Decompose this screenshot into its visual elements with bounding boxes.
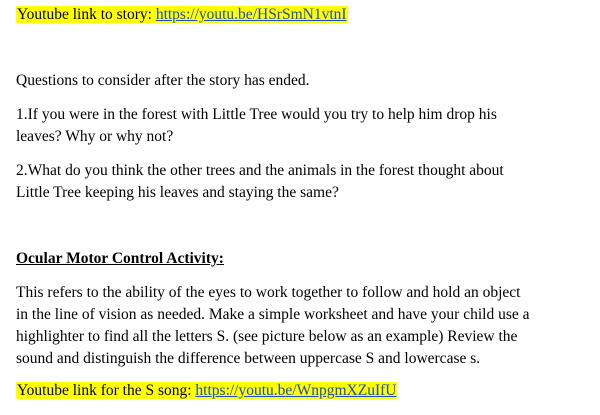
activity-line-4: sound and distinguish the difference between uppercase S and lowercase s. (16, 350, 481, 367)
question-1-line-1: 1.If you were in the forest with Little Tree would you try to help him drop his (16, 106, 497, 123)
song-link[interactable]: https://youtu.be/WnpgmXZuIfU (195, 382, 397, 399)
activity-heading: Ocular Motor Control Activity: (16, 250, 224, 267)
question-2-line-1: 2.What do you think the other trees and the animals in the forest thought about (16, 162, 504, 179)
activity-line-2: in the line of vision as needed. Make a simple worksheet and have your child use a (16, 306, 530, 323)
story-link-line (16, 4, 348, 26)
activity-line-3: highlighter to find all the letters S. (see picture below as an example) Review the (16, 328, 518, 345)
question-2-line-2: Little Tree keeping his leaves and staying the same? (16, 184, 339, 201)
story-link-label: Youtube link to story: (17, 6, 156, 23)
song-link-line (16, 380, 397, 402)
story-link[interactable]: https://youtu.be/HSrSmN1vtnI (155, 6, 347, 23)
questions-intro: Questions to consider after the story has ended. (16, 72, 310, 89)
story-link-highlight (16, 6, 348, 23)
question-1-line-2: leaves? Why or why not? (16, 128, 174, 145)
song-link-label: Youtube link for the S song: (17, 382, 196, 399)
song-link-highlight (16, 382, 397, 399)
activity-line-1: This refers to the ability of the eyes to work together to follow and hold an object (16, 284, 521, 301)
